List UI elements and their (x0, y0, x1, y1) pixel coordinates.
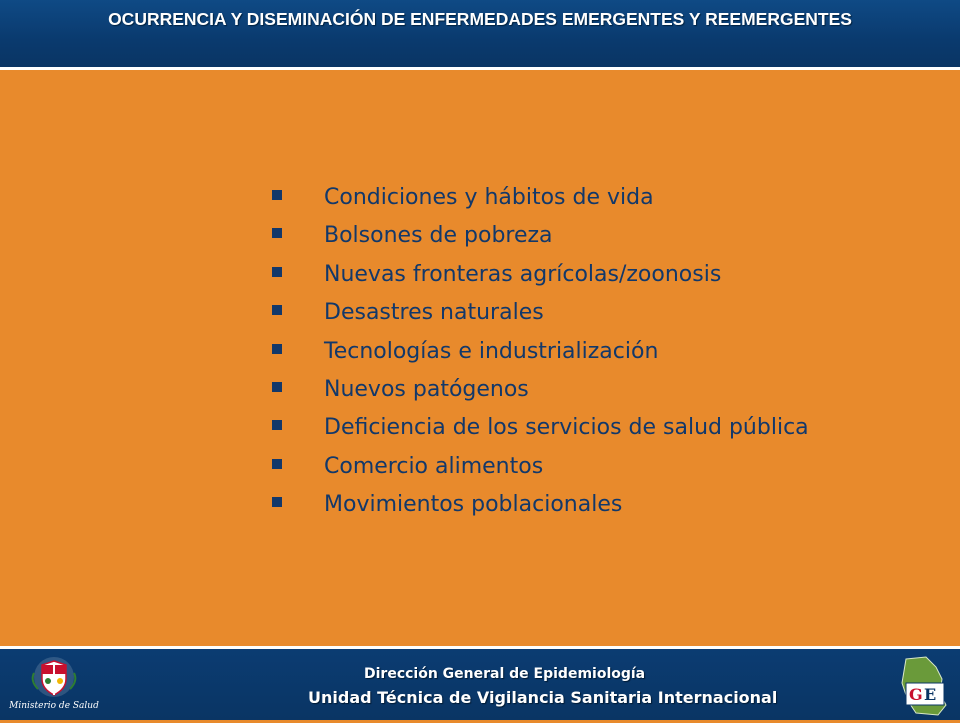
square-bullet-icon (272, 267, 282, 277)
footer-line-2: Unidad Técnica de Vigilancia Sanitaria Internacional (308, 688, 778, 707)
svg-text:G: G (909, 685, 923, 704)
bullet-text: Tecnologías e industrialización (324, 338, 659, 364)
square-bullet-icon (272, 228, 282, 238)
square-bullet-icon (272, 382, 282, 392)
footer-bar (0, 646, 960, 720)
square-bullet-icon (272, 190, 282, 200)
ministry-logo (8, 653, 100, 719)
content-panel (0, 70, 960, 646)
bullet-text: Nuevas fronteras agrícolas/zoonosis (324, 261, 722, 287)
square-bullet-icon (272, 459, 282, 469)
bullet-text: Bolsones de pobreza (324, 223, 553, 249)
square-bullet-icon (272, 497, 282, 507)
square-bullet-icon (272, 420, 282, 430)
dge-logo-icon (896, 653, 954, 719)
ministry-logo-caption: Ministerio de Salud (9, 701, 99, 711)
slide-title: OCURRENCIA Y DISEMINACIÓN DE ENFERMEDADES EMERGENTES Y REEMERGENTES (108, 9, 852, 29)
bullet-text: Desastres naturales (324, 300, 544, 326)
bullet-text: Deficiencia de los servicios de salud pública (324, 415, 809, 441)
footer-line-1: Dirección General de Epidemiología (364, 666, 646, 682)
dge-logo (896, 653, 954, 719)
bullet-text: Condiciones y hábitos de vida (324, 185, 654, 210)
coat-of-arms-icon (8, 653, 100, 701)
square-bullet-icon (272, 305, 282, 315)
header-bar (0, 0, 960, 70)
bullet-text: Nuevos patógenos (324, 376, 529, 402)
svg-text:E: E (924, 685, 937, 704)
bullet-text: Comercio alimentos (324, 453, 544, 479)
square-bullet-icon (272, 344, 282, 354)
bullet-text: Movimientos poblacionales (324, 492, 623, 518)
